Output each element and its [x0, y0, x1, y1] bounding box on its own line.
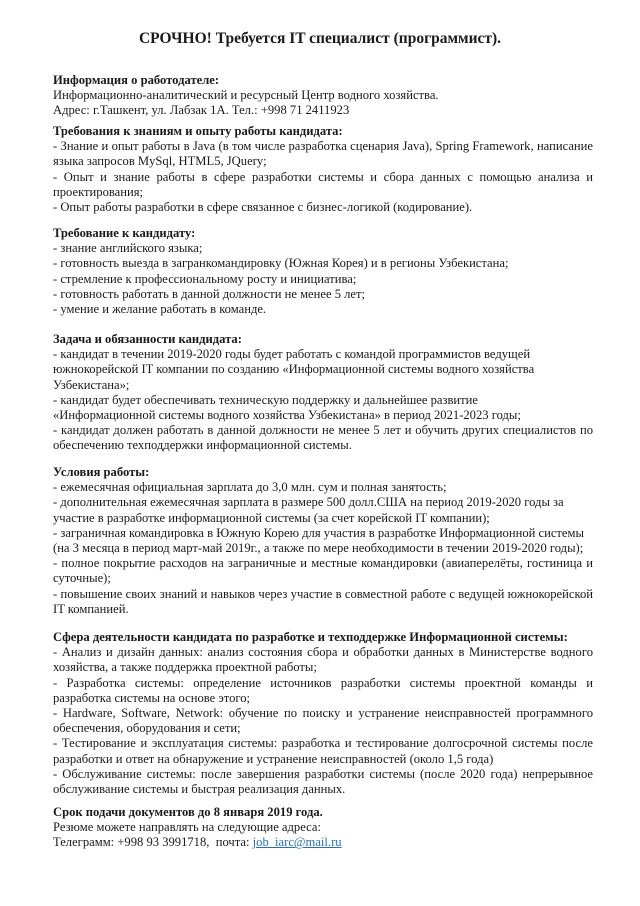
- knowledge-requirements-section: [53, 124, 593, 215]
- employer-heading: Информация о работодателе:: [53, 73, 220, 87]
- deadline-section: [53, 805, 593, 851]
- employer-address: Адрес: г.Ташкент, ул. Лабзак 1А. Тел.: +998 71 2411923: [53, 103, 350, 118]
- list-item: - кандидат должен работать в данной должности не менее 5 лет и обучить других специалистов по обеспечению техподдержки информационной системы.: [53, 423, 593, 453]
- email-link[interactable]: job_iarc@mail.ru: [252, 835, 342, 850]
- contact-line: [53, 835, 593, 850]
- deadline-heading: Срок подачи документов до 8 января 2019 года.: [53, 805, 323, 819]
- list-item: - дополнительная ежемесячная зарплата в размере 500 долл.США на период 2019-2020 годы за участие в разработке информационной системы (за счет корейской IT компании);: [53, 495, 564, 525]
- list-item: - знание английского языка;: [53, 241, 203, 256]
- knowledge-requirements-heading: Требования к знаниям и опыту работы кандидата:: [53, 124, 343, 138]
- candidate-requirements-section: [53, 226, 593, 317]
- resume-instructions: Резюме можете направлять на следующие адреса:: [53, 820, 321, 835]
- conditions-heading: Условия работы:: [53, 465, 150, 479]
- list-item: - Разработка системы: определение источников разработки системы проектной команды и разработка системы на основе этого;: [53, 675, 593, 705]
- list-item: - Опыт и знание работы в сфере разработки системы и сбора данных с помощью анализа и проектирования;: [53, 169, 593, 199]
- duties-heading: Задача и обязанности кандидата:: [53, 332, 242, 346]
- list-item: - Тестирование и эксплуатация системы: разработка и тестирование долгосрочной системы после разработки и ответ на обнаружение и устранение неисправностей (около 1,5 года): [53, 736, 593, 766]
- duties-section: [53, 332, 593, 454]
- candidate-requirements-heading: Требование к кандидату:: [53, 226, 196, 240]
- list-item: - стремление к профессиональному росту и инициатива;: [53, 271, 357, 286]
- list-item: - повышение своих знаний и навыков через участие в совместной работе с ведущей южнокорейской IT компанией.: [53, 586, 593, 616]
- list-item: - умение и желание работать в команде.: [53, 302, 267, 317]
- employer-name: Информационно-аналитический и ресурсный Центр водного хозяйства.: [53, 88, 439, 103]
- scope-section: [53, 630, 593, 797]
- scope-heading: Сфера деятельности кандидата по разработке и техподдержке Информационной системы:: [53, 630, 568, 644]
- list-item: - готовность выезда в загранкомандировку (Южная Корея) и в регионы Узбекистана;: [53, 256, 509, 271]
- list-item: - готовность работать в данной должности не менее 5 лет;: [53, 286, 366, 301]
- list-item: - Анализ и дизайн данных: анализ состояния сбора и обработки данных в Министерстве водного хозяйства, а также поддержка проектной работы;: [53, 645, 593, 675]
- list-item: - Опыт работы разработки в сфере связанное с бизнес-логикой (кодирование).: [53, 200, 473, 215]
- list-item: - заграничная командировка в Южную Корею для участия в разработке Информационной системы (на 3 месяца в период март-май 2019г., а также по мере необходимости в течении 2019-2020 годы);: [53, 525, 584, 556]
- list-item: - полное покрытие расходов на заграничные и местные командировки (авиаперелёты, гостиница и суточные);: [53, 556, 593, 586]
- conditions-section: [53, 465, 593, 617]
- list-item: - кандидат будет обеспечивать техническую поддержку и дальнейшее развитие «Информационной системы водного хозяйства Узбекистана» в период 2021-2023 годы;: [53, 392, 521, 423]
- employer-section: [53, 73, 593, 119]
- list-item: - ежемесячная официальная зарплата до 3,0 млн. сум и полная занятость;: [53, 480, 447, 495]
- contact-prefix: Телеграмм: +998 93 3991718, почта:: [53, 835, 253, 850]
- list-item: - Обслуживание системы: после завершения разработки системы (после 2020 года) непрерывное обслуживание системы и быстрая реализация данных.: [53, 766, 593, 797]
- list-item: - кандидат в течении 2019-2020 годы будет работать с командой программистов ведущей южнокорейской IT компании по созданию «Информационной системы водного хозяйства Узбекистана»;: [53, 347, 535, 392]
- list-item: - Знание и опыт работы в Java (в том числе разработка сценария Java), Spring Framework, написание языка запросов MySql, HTML5, JQuery;: [53, 139, 593, 169]
- list-item: - Hardware, Software, Network: обучение по поиску и устранение неисправностей программного обеспечения, оборудования и сети;: [53, 706, 593, 736]
- page-title: СРОЧНО! Требуется IT специалист (программист).: [138, 30, 502, 47]
